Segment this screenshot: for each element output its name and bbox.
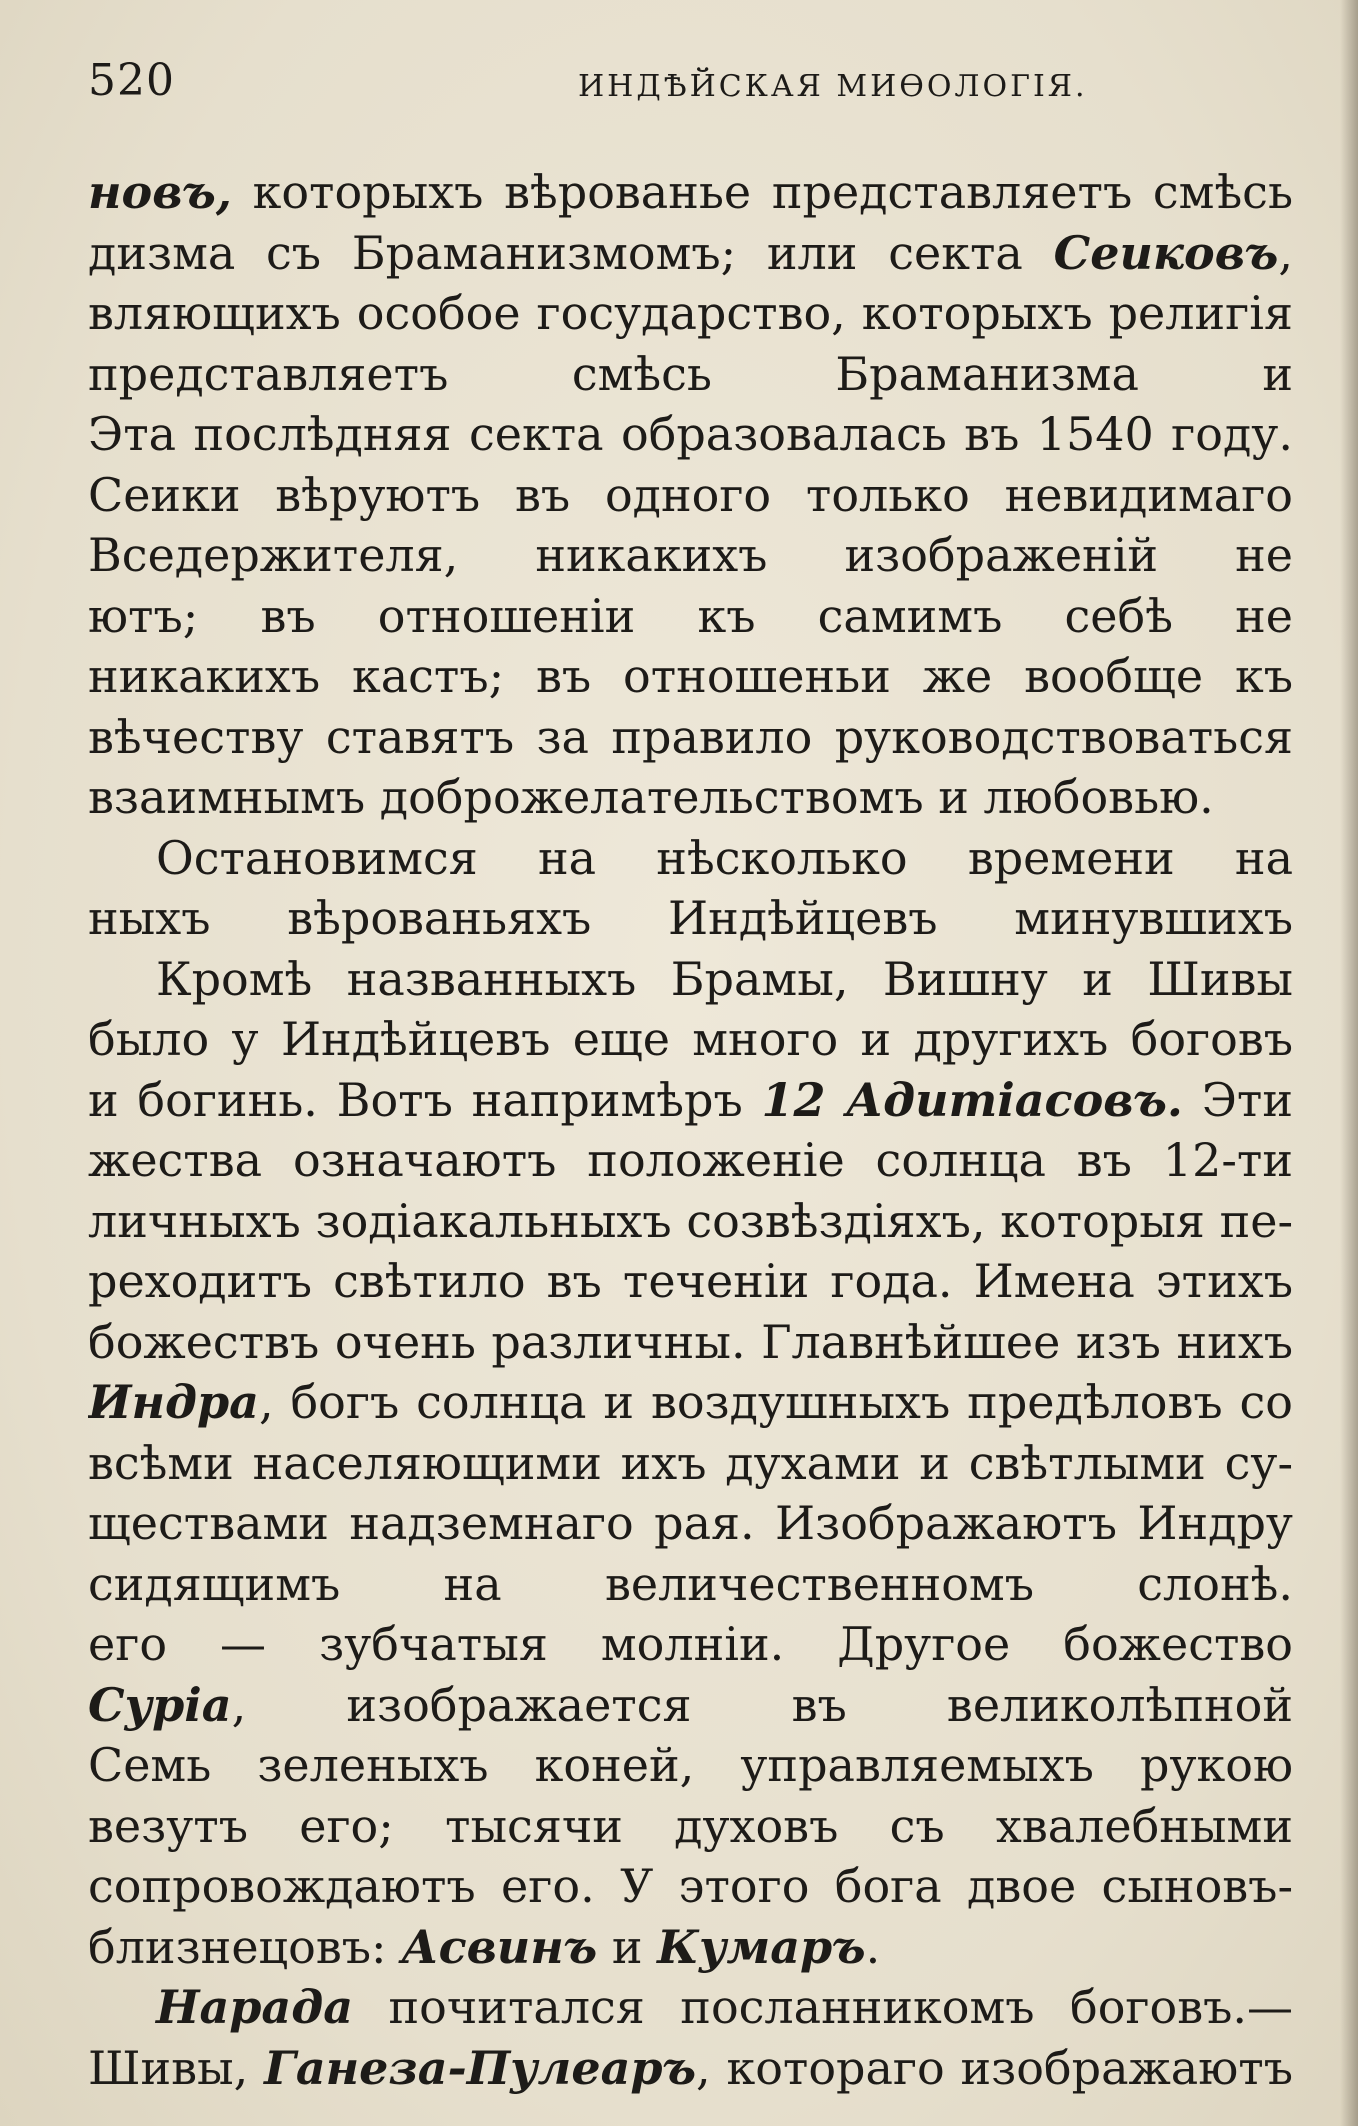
text-run: его — зубчатыя молніи. Другое божество <box>88 1617 1293 1671</box>
text-line <box>88 2038 1293 2099</box>
italic-term: 12 Адитіасовъ. <box>761 1072 1183 1127</box>
text-line <box>88 465 1293 526</box>
text-run: , богъ солнца и воздушныхъ предѣловъ со <box>258 1375 1293 1429</box>
italic-term: Нарада <box>156 1980 354 2034</box>
text-line <box>88 344 1293 405</box>
italic-term: Сеиковъ <box>1053 225 1279 280</box>
text-line <box>88 586 1293 647</box>
page-header <box>88 55 1288 115</box>
text-line <box>88 1977 1293 2038</box>
italic-term: новъ, <box>88 165 232 219</box>
italic-term: Индра <box>88 1375 259 1429</box>
text-line <box>88 1917 1293 1978</box>
text-run: сидящимъ на величественномъ слонѣ. <box>88 1556 1293 1611</box>
text-run: Сеики вѣруютъ въ одного только невидимаго <box>88 467 1293 522</box>
text-line <box>88 707 1293 768</box>
text-run: везутъ его; тысячи духовъ съ хвалебными <box>88 1798 1293 1853</box>
text-line <box>88 1372 1293 1433</box>
text-line <box>88 1251 1293 1312</box>
body-text <box>88 162 1293 2098</box>
text-line <box>88 1614 1293 1675</box>
text-run: ныхъ вѣрованьяхъ Индѣйцевъ минувшихъ <box>88 891 1293 945</box>
text-run: ютъ; въ отношеніи къ самимъ себѣ не <box>88 588 1293 643</box>
text-line <box>88 888 1293 949</box>
text-line <box>88 404 1293 465</box>
text-run: , изображается въ великолѣпной <box>231 1677 1293 1732</box>
text-run: , котораго изображаютъ <box>696 2040 1293 2095</box>
text-run: близнецовъ: <box>88 1919 402 1974</box>
text-line <box>88 1009 1293 1070</box>
text-run: жества означаютъ положеніе солнца въ 12-ти <box>88 1133 1293 1187</box>
text-line <box>88 1130 1293 1191</box>
text-line <box>88 1191 1293 1252</box>
text-run: ществами надземнаго рая. Изображаютъ Индру <box>88 1496 1293 1550</box>
text-line <box>88 1554 1293 1615</box>
text-run: вляющихъ особое государство, которыхъ религія <box>88 286 1293 340</box>
text-line <box>88 767 1293 828</box>
italic-term: Кумаръ <box>657 1919 866 1974</box>
text-line <box>88 1735 1293 1796</box>
text-line <box>88 1675 1293 1736</box>
text-line <box>88 1493 1293 1554</box>
text-run: личныхъ зодіакальныхъ созвѣздіяхъ, которыя пе- <box>88 1193 1293 1248</box>
text-run: и богинь. Вотъ напримѣръ <box>88 1072 762 1127</box>
text-run: . <box>865 1919 881 1974</box>
text-run: почитался посланникомъ боговъ.— <box>388 1980 1293 2034</box>
italic-term: Ганеза-Пулеаръ <box>264 2040 697 2095</box>
text-run: которыхъ вѣрованье представляетъ смѣсь <box>252 165 1293 219</box>
text-run: божествъ очень различны. Главнѣйшее изъ нихъ <box>88 1314 1293 1369</box>
text-run: взаимнымъ доброжелательствомъ и любовью. <box>88 770 1214 824</box>
running-title: ИНДѢЙСКАЯ МИѲОЛОГІЯ. <box>578 69 1088 104</box>
text-line <box>88 1796 1293 1857</box>
text-run: Эти <box>1201 1072 1293 1127</box>
text-run: Кромѣ названныхъ Брамы, Вишну и Шивы <box>156 951 1293 1006</box>
text-run: вѣчеству ставятъ за правило руководствоваться <box>88 709 1293 764</box>
text-run: , <box>1278 225 1293 280</box>
text-run: представляетъ смѣсь Браманизма и <box>88 346 1293 401</box>
text-run: Вседержителя, никакихъ изображеній не <box>88 528 1293 582</box>
text-run: дизма съ Браманизмомъ; или секта <box>88 225 1054 280</box>
text-line <box>88 949 1293 1010</box>
text-line <box>88 525 1293 586</box>
text-run: никакихъ кастъ; въ отношеньи же вообще къ <box>88 649 1293 703</box>
text-line <box>88 828 1293 889</box>
text-run: реходитъ свѣтило въ теченіи года. Имена этихъ <box>88 1254 1293 1308</box>
text-run: Остановимся на нѣсколько времени на <box>156 830 1293 885</box>
italic-term: Суріа <box>88 1677 232 1732</box>
text-line <box>88 1433 1293 1494</box>
italic-term: Асвинъ <box>401 1919 598 1974</box>
text-line <box>88 1856 1293 1917</box>
text-line <box>88 162 1293 223</box>
text-run: сопровождаютъ его. У этого бога двое сыновъ- <box>88 1859 1293 1913</box>
text-run: Шивы, <box>88 2040 265 2095</box>
text-run: было у Индѣйцевъ еще много и другихъ боговъ <box>88 1012 1293 1066</box>
text-run: и <box>597 1919 658 1974</box>
page-edge-shadow <box>1340 0 1358 2126</box>
text-line <box>88 1312 1293 1373</box>
text-run: всѣми населяющими ихъ духами и свѣтлыми су- <box>88 1435 1293 1490</box>
text-line <box>88 283 1293 344</box>
page-number: 520 <box>88 55 175 106</box>
text-run: Эта послѣдняя секта образовалась въ 1540 году. <box>88 407 1293 461</box>
text-line <box>88 1070 1293 1131</box>
text-line <box>88 646 1293 707</box>
text-line <box>88 223 1293 284</box>
text-run: Семь зеленыхъ коней, управляемыхъ рукою <box>88 1738 1293 1792</box>
